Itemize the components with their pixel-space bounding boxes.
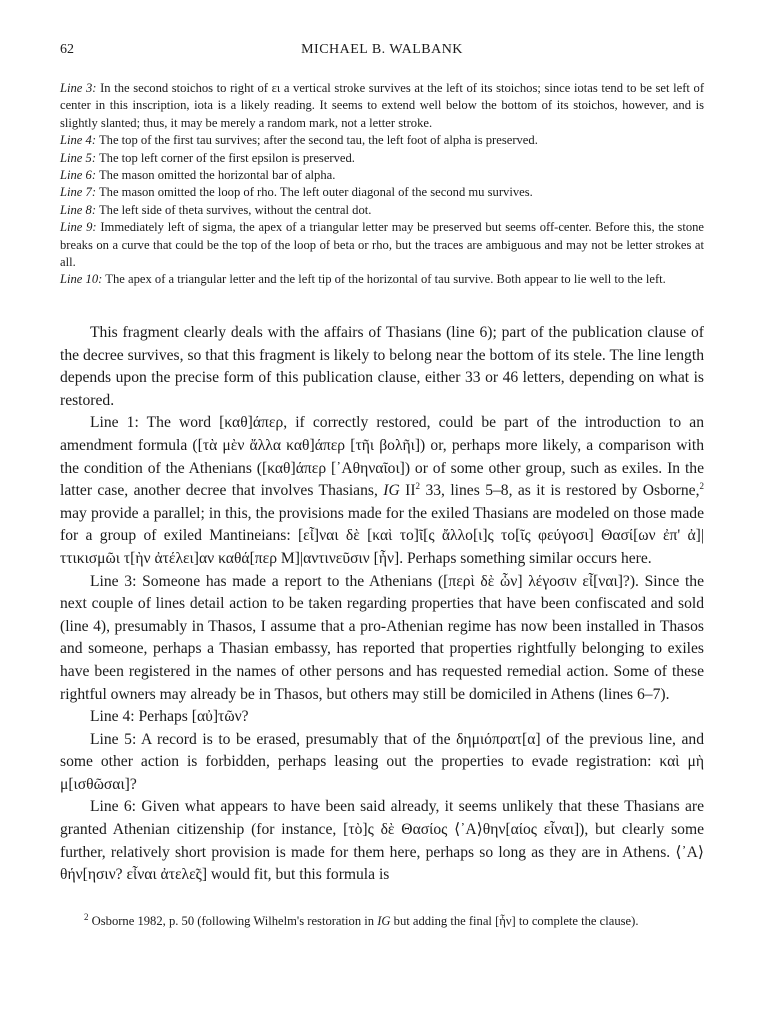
apparatus-notes [60, 80, 704, 289]
paragraph-line-6: Line 6: Given what appears to have been said already, it seems unlikely that these Thasians are granted Athenian citizenship (for instance, [τὸ]ς δὲ Θασίος ⟨᾿Α⟩θην[αίος εἶναι]), but clearly some further, relatively short provision is made for them here, perhaps so long as they are in Athens. ⟨᾿Α⟩θήν[ησιν? εἶναι ἀτελε̃ς] would fit, but this formula is [60, 798, 704, 884]
note-label: Line 6: [60, 168, 97, 183]
italic-ref: IG [377, 914, 391, 928]
note-label: Line 7: [60, 185, 97, 200]
note-label: Line 10: [60, 272, 103, 287]
footnote [60, 912, 704, 930]
footnote-marker: 2 [84, 911, 89, 922]
paragraph-intro: This fragment clearly deals with the affairs of Thasians (line 6); part of the publication clause of the decree survives, so that this fragment is likely to belong near the bottom of its stele. The line length depends upon the precise form of this publication clause, either 33 or 46 letters, depending on what is restored. [60, 324, 704, 409]
footnote-text [60, 912, 704, 930]
superscript: 2 [415, 480, 421, 491]
note-text: The top of the first tau survives; after the second tau, the left foot of alpha is preserved. [96, 133, 538, 148]
note-line-4 [60, 132, 704, 149]
footnote-ref[interactable]: 2 [699, 480, 704, 491]
italic-ref: IG [383, 482, 400, 500]
note-label: Line 3: [60, 81, 97, 95]
text-run: 33, lines 5–8, as it is restored by Osborne, [420, 482, 700, 500]
text-run: II [399, 482, 416, 500]
paragraph-line-4: Line 4: Perhaps [αὐ]τῶν? [90, 708, 249, 726]
text-run: Osborne 1982, p. 50 (following Wilhelm's restoration in [88, 914, 378, 928]
running-head: MICHAEL B. WALBANK [301, 42, 463, 57]
page-header [60, 42, 704, 64]
note-line-7 [60, 184, 704, 201]
note-text: The top left corner of the first epsilon is preserved. [96, 150, 355, 165]
paragraph-line-5: Line 5: A record is to be erased, presumably that of the δημιόπρατ[α] of the previous line, and some other action is forbidden, perhaps leasing out the properties to evade registration: καὶ μὴ μ[ισθῶσαι]? [60, 730, 704, 793]
note-line-10 [60, 271, 704, 288]
note-text: The apex of a triangular letter and the left tip of the horizontal of tau survive. Both appear to lie well to the left. [102, 272, 666, 287]
note-text: The mason omitted the horizontal bar of alpha. [96, 168, 336, 183]
note-label: Line 8: [60, 202, 97, 217]
paragraph-line-3: Line 3: Someone has made a report to the Athenians ([περὶ δὲ ὧν] λέγοσιν εἶ[ναι]?). Since the next couple of lines detail action to be taken regarding properties that have been confiscated and sold (line 4), presumably in Thasos, I assume that a pro-Athenian regime has now been installed in Thasos and someone, perhaps a Thasian embassy, has reported that properties rightfully belonging to exiles have been registered in the names of other persons and has requested remedial action. Some of these rightful owners may already be in Thasos, but others may still be domiciled in Athens (lines 6–7). [60, 572, 704, 703]
commentary-body [60, 322, 704, 887]
note-line-3 [60, 80, 704, 132]
page [60, 0, 704, 1024]
note-line-8 [60, 202, 704, 219]
page-number: 62 [60, 42, 74, 57]
note-line-6 [60, 167, 704, 184]
note-line-5 [60, 150, 704, 167]
note-line-9 [60, 219, 704, 271]
note-label: Line 9: [60, 220, 97, 235]
note-text: The mason omitted the loop of rho. The left outer diagonal of the second mu survives. [96, 185, 533, 200]
note-label: Line 4: [60, 133, 97, 148]
note-label: Line 5: [60, 150, 97, 165]
paragraph-line-1 [60, 412, 704, 570]
text-run: may provide a parallel; in this, the provisions made for the exiled Thasians are modeled on those made for a group of exiled Mantineians: [εἶ]ναι δὲ [καὶ το]ῖ[ς ἄλλο[ι]ς το[ῖς φεύγοσι] Θασί[ων ἐπ' ἀ]|ττικισμῶι τ[ὴν ἀτέλει]αν καθά[περ Μ]|αντινεῦσιν [ἦν]. Perhaps something similar occurs here. [60, 504, 704, 567]
note-text: Immediately left of sigma, the apex of a triangular letter may be preserved but seems off-center. Before this, the stone breaks on a curve that could be the top of the loop of beta or rho, but the traces are ambiguous and may not be letter strokes at all. [60, 220, 705, 270]
text-run: but adding the final [ἦν] to complete the clause). [390, 914, 639, 928]
note-text: In the second stoichos to right of ει a vertical stroke survives at the left of its stoichos; since iotas tend to be set left of center in this inscription, iota is a likely reading. It seems to extend well below the bottom of its stoichos, however, and is slightly slanted; thus, it may be merely a random mark, not a letter stroke. [60, 81, 705, 130]
note-text: The left side of theta survives, without the central dot. [96, 202, 372, 217]
text-run: Line 1: The word [καθ]άπερ, if correctly restored, could be part of the introduction to an amendment formula ([τὰ μὲν ἄλλα καθ]άπερ [τῆι βολῆι]) or, perhaps more likely, a comparison with the condition of the Athenians ([καθ]άπερ [᾿Αθηναῖοι]) or of some other group, such as exiles. In the latter case, another decree that involves Thasians, [60, 414, 704, 500]
